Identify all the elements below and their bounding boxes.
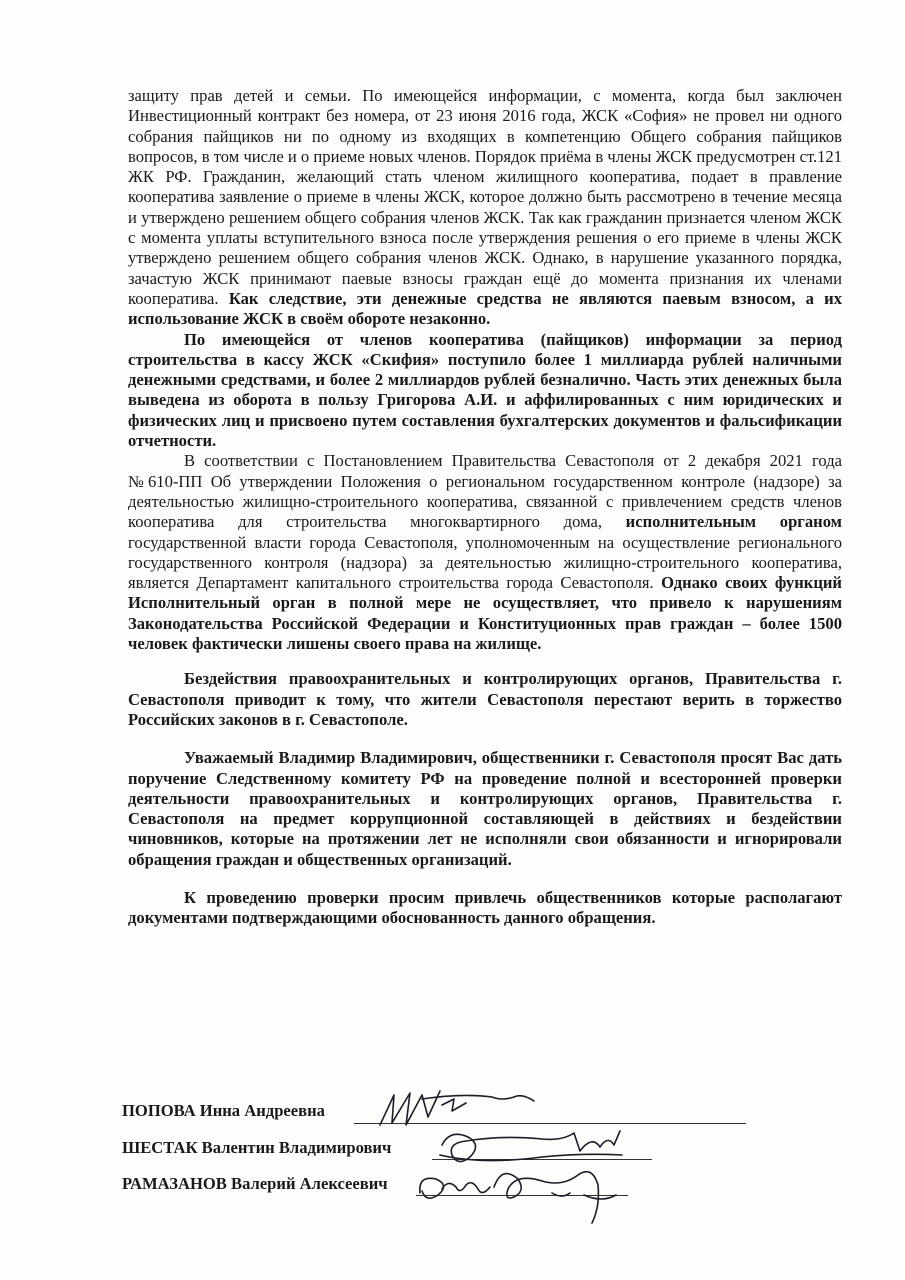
paragraph-1-conclusion: Как следствие, эти денежные средства не являются паевым взносом, а их использование ЖСК в своём обороте незаконно. [128,288,842,329]
handwritten-signatures [122,1095,742,1235]
paragraph-6: К проведению проверки просим привлечь общественников которые располагают документами подтверждающими обоснованность данного обращения. [128,887,842,928]
letter-body [128,86,842,929]
paragraph-4: Бездействия правоохранительных и контролирующих органов, Правительства г. Севастополя приводит к тому, что жители Севастополя перестают верить в торжество Российских законов в г. Севастополе. [128,669,842,729]
paragraph-2: По имеющейся от членов кооператива (пайщиков) информации за период строительства в кассу ЖСК «Скифия» поступило более 1 миллиарда рублей наличными денежными средствами, и более 2 миллиардов рублей безналично. Часть этих денежных была выведена из оборота в пользу Григорова А.И. и аффилированных с ним юридических и физических лиц и присвоено путем составления бухгалтерских документов и фальсификации отчетности. [128,329,842,451]
signatory-name: ШЕСТАК Валентин Владимирович [122,1138,392,1157]
signatory-name: РАМАЗАНОВ Валерий Алексеевич [122,1174,388,1193]
paragraph-5: Уважаемый Владимир Владимирович, общественники г. Севастополя просят Вас дать поручение Следственному комитету РФ на проведение полной и всесторонней проверки деятельности правоохранительных и контролирующих органов, Правительства г. Севастополя на предмет коррупционной составляющей в действиях и бездействии чиновников, которые на протяжении лет не исполняли свои обязанности и игнорировали обращения граждан и общественных организаций. [128,748,842,869]
signatory-name: ПОПОВА Инна Андреевна [122,1101,325,1120]
paragraph-1: защиту прав детей и семьи. По имеющейся информации, с момента, когда был заключен Инвестиционный контракт без номера, от 23 июня 2016 года, ЖСК «София» не провел ни одного собрания пайщиков ни по одному из входящих в компетенцию Общего собрания пайщиков вопросов, в том числе и о приеме новых членов. Порядок приёма в члены ЖСК предусмотрен ст.121 ЖК РФ. Гражданин, желающий стать членом жилищного кооператива, подает в правление кооператива заявление о приеме в члены ЖСК, которое должно быть рассмотрено в течение месяца и утверждено решением общего собрания членов ЖСК. Так как гражданин признается членом ЖСК с момента уплаты вступительного взноса после утверждения решения о его приеме в члены ЖСК утверждено решением общего собрания членов ЖСК. Однако, в нарушение указанного порядка, зачастую ЖСК принимают паевые взносы граждан ещё до момента признания их членами кооператива. Как следствие, эти денежные средства не являются паевым взносом, а их использование ЖСК в своём обороте незаконно. [128,86,842,329]
paragraph-3: В соответствии с Постановлением Правительства Севастополя от 2 декабря 2021 года №610-ПП Об утверждении Положения о региональном государственном контроле (надзоре) за деятельностью жилищно-строительного кооператива, связанной с привлечением средств членов кооператива для строительства многоквартирного дома, исполнительным органом государственной власти города Севастополя, уполномоченным на осуществление регионального государственного контроля (надзора) за деятельностью жилищно-строительного кооператива, является Департамент капитального строительства города Севастополя. Однако своих функций Исполнительный орган в полной мере не осуществляет, что привело к нарушениям Законодательства Российской Федерации и Конституционных прав граждан – более 1500 человек фактически лишены своего права на жилище. [128,451,842,654]
